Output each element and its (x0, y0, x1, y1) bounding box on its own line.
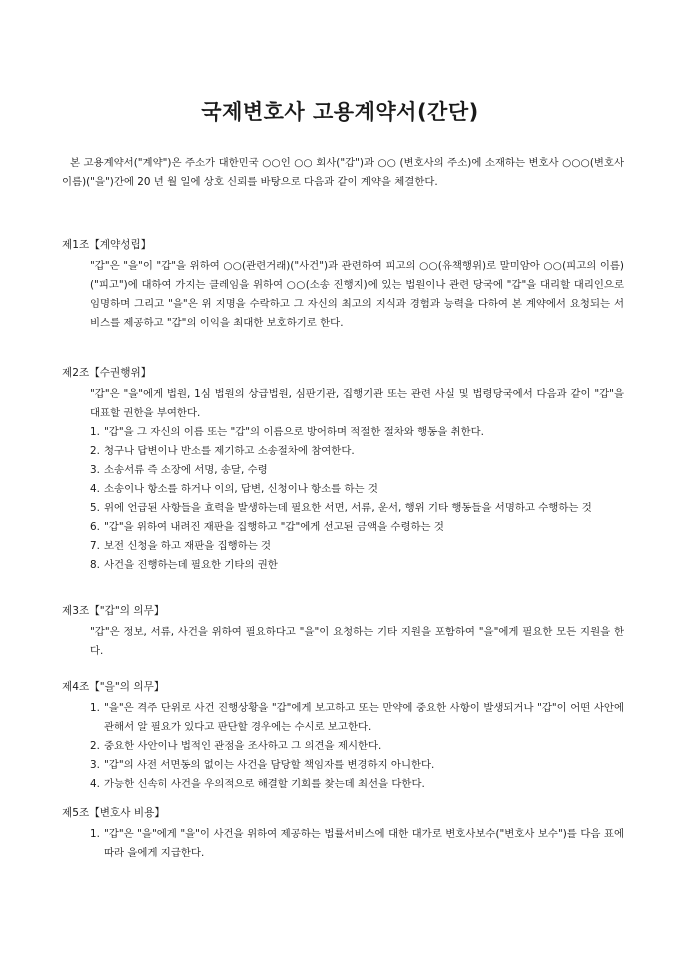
item-number: 7. (90, 540, 100, 552)
article-3 (62, 602, 624, 661)
intro-paragraph: 본 고용계약서("계약")은 주소가 대한민국 ○○인 ○○ 회사("갑")과 ○○ (변호사의 주소)에 소재하는 변호사 ○○○(변호사 이름)("을")간에 20 년 월 일에 상호 신뢰를 바탕으로 다음과 같이 계약을 체결한다. (62, 157, 624, 188)
item-number: 2. (90, 740, 100, 752)
item-text: 중요한 사안이나 법적인 관점을 조사하고 그 의견을 제시한다. (104, 740, 382, 752)
item-text: 소송이나 항소를 하거나 이의, 답변, 신청이나 항소를 하는 것 (104, 483, 378, 495)
list-item (90, 737, 624, 756)
article-3-title: 제3조【"갑"의 의무】 (62, 605, 165, 617)
article-2 (62, 364, 624, 575)
list-item (90, 699, 624, 737)
article-2-list (90, 423, 624, 575)
article-5-list (90, 825, 624, 863)
document-title: 국제변호사 고용계약서(간단) (201, 100, 479, 124)
article-1-title: 제1조【계약성립】 (62, 239, 152, 251)
item-number: 6. (90, 521, 100, 533)
item-number: 5. (90, 502, 100, 514)
article-1-body: "갑"은 "을"이 "갑"을 위하여 ○○(관련거래)("사건")과 관련하여 피고의 ○○(유책행위)로 말미암아 ○○(피고의 이름)("피고")에 대하여 가지는 클레임을 위하여 ○○(소송 진행지)에 있는 법원이나 관련 당국에 "갑"을 대리할 대리인으로 임명하며 그리고 "을"은 위 지명을 수락하고 그 자신의 최고의 지식과 경험과 능력을 다하여 본 계약에서 요청되는 서비스를 제공하고 "갑"의 이익을 최대한 보호하기로 한다. (90, 260, 624, 329)
item-number: 1. (90, 828, 100, 840)
list-item (90, 480, 624, 499)
item-number: 4. (90, 483, 100, 495)
item-text: "갑"의 사전 서면동의 없이는 사건을 담당할 책임자를 변경하지 아니한다. (104, 759, 435, 771)
item-number: 1. (90, 426, 100, 438)
item-text: 소송서류 즉 소장에 서명, 송달, 수령 (104, 464, 268, 476)
item-text: "갑"은 "을"에게 "을"이 사건을 위하여 제공하는 법률서비스에 대한 대가로 변호사보수("변호사 보수")를 다음 표에 따라 을에게 지급한다. (104, 828, 624, 859)
list-item (90, 442, 624, 461)
list-item (90, 775, 624, 794)
article-4-title: 제4조【"을"의 의무】 (62, 681, 165, 693)
list-item (90, 499, 624, 518)
item-text: "을"은 격주 단위로 사건 진행상황을 "갑"에게 보고하고 또는 만약에 중요한 사항이 발생되거나 "갑"이 어떤 사안에 관해서 알 필요가 있다고 판단할 경우에는 수시로 보고한다. (104, 702, 624, 733)
article-4 (62, 678, 624, 794)
article-5-title: 제5조【변호사 비용】 (62, 807, 165, 819)
item-number: 3. (90, 464, 100, 476)
list-item (90, 556, 624, 575)
article-1 (62, 236, 624, 333)
item-text: 위에 언급된 사항들을 효력을 발생하는데 필요한 서면, 서류, 운서, 행위 기타 행동들을 서명하고 수행하는 것 (104, 502, 592, 514)
article-3-body: "갑"은 정보, 서류, 사건을 위하여 필요하다고 "을"이 요청하는 기타 지원을 포함하여 "을"에게 필요한 모든 지원을 한다. (90, 626, 624, 657)
article-5 (62, 804, 624, 863)
item-text: 청구나 답변이나 반소를 제기하고 소송절차에 참여한다. (104, 445, 355, 457)
item-number: 4. (90, 778, 100, 790)
item-text: "갑"을 위하여 내려진 재판을 집행하고 "갑"에게 선고된 금액을 수령하는 것 (104, 521, 444, 533)
item-number: 3. (90, 759, 100, 771)
article-2-title: 제2조【수권행위】 (62, 367, 152, 379)
item-number: 2. (90, 445, 100, 457)
list-item (90, 423, 624, 442)
item-text: 가능한 신속히 사건을 우의적으로 해결할 기회를 찾는데 최선을 다한다. (104, 778, 425, 790)
list-item (90, 537, 624, 556)
list-item (90, 518, 624, 537)
list-item (90, 461, 624, 480)
item-text: "갑"을 그 자신의 이름 또는 "갑"의 이름으로 방어하며 적절한 절차와 행동을 취한다. (104, 426, 484, 438)
list-item (90, 825, 624, 863)
item-number: 1. (90, 702, 100, 714)
item-text: 사건을 진행하는데 필요한 기타의 권한 (104, 559, 278, 571)
list-item (90, 756, 624, 775)
article-4-list (90, 699, 624, 794)
item-text: 보전 신청을 하고 재판을 집행하는 것 (104, 540, 272, 552)
item-number: 8. (90, 559, 100, 571)
article-2-body: "갑"은 "을"에게 법원, 1심 법원의 상급법원, 심판기관, 집행기관 또는 관련 사실 및 법령당국에서 다음과 같이 "갑"을 대표할 권한을 부여한다. (90, 388, 624, 419)
